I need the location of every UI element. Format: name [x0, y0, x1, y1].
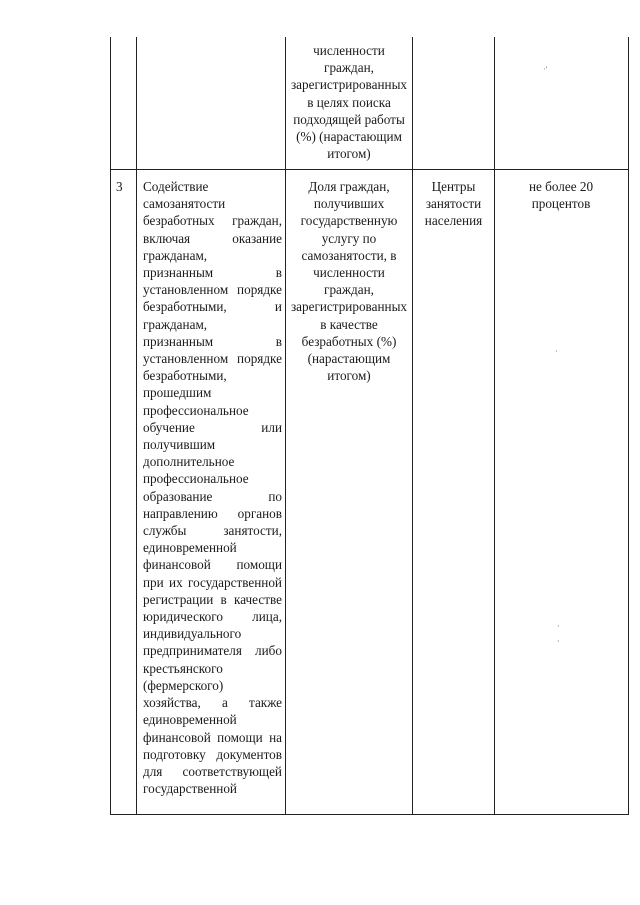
row-number: 3 — [116, 179, 123, 194]
table-border-col4 — [494, 37, 495, 815]
table-row-divider — [110, 169, 629, 170]
table-border-right — [628, 37, 629, 815]
measure-description: Содействие самозанятости безработных граждан, включая оказание гражданам, признанным в установленном порядке безработными, и гражданам, признанным в установленном порядке безработными, прошедшим профессиональное обучение или получившим дополнительное профессиональное образование по направлению органов службы занятости, единовременной финансовой помощи при их государственной регистрации в качестве юридического лица, индивидуального предпринимателя либо крестьянского (фермерского) хозяйства, а также единовременной финансовой помощи на подготовку документов для соответствующей государственной — [143, 179, 282, 797]
table-border-col2 — [285, 37, 286, 815]
table-border-col1 — [136, 37, 137, 815]
table-border-left — [110, 37, 111, 815]
table-bottom-border — [110, 814, 629, 815]
responsible-executor: Центры занятости населения — [424, 179, 483, 229]
target-value: не более 20 процентов — [528, 179, 594, 212]
indicator-text-continued: численности граждан, зарегистрированных в целях поиска подходящей работы (%) (нарастающим итогом) — [290, 43, 408, 162]
scan-speck-mark: · — [557, 622, 560, 631]
scan-speck-mark: · — [557, 637, 560, 646]
scan-speck-mark: · — [555, 347, 558, 356]
scan-speck-mark: ·' — [543, 65, 548, 74]
table-border-col3 — [412, 37, 413, 815]
indicator-description: Доля граждан, получивших государственную услугу по самозанятости, в численности граждан, зарегистрированных в качестве безработных (%) (нарастающим итогом) — [290, 179, 408, 384]
